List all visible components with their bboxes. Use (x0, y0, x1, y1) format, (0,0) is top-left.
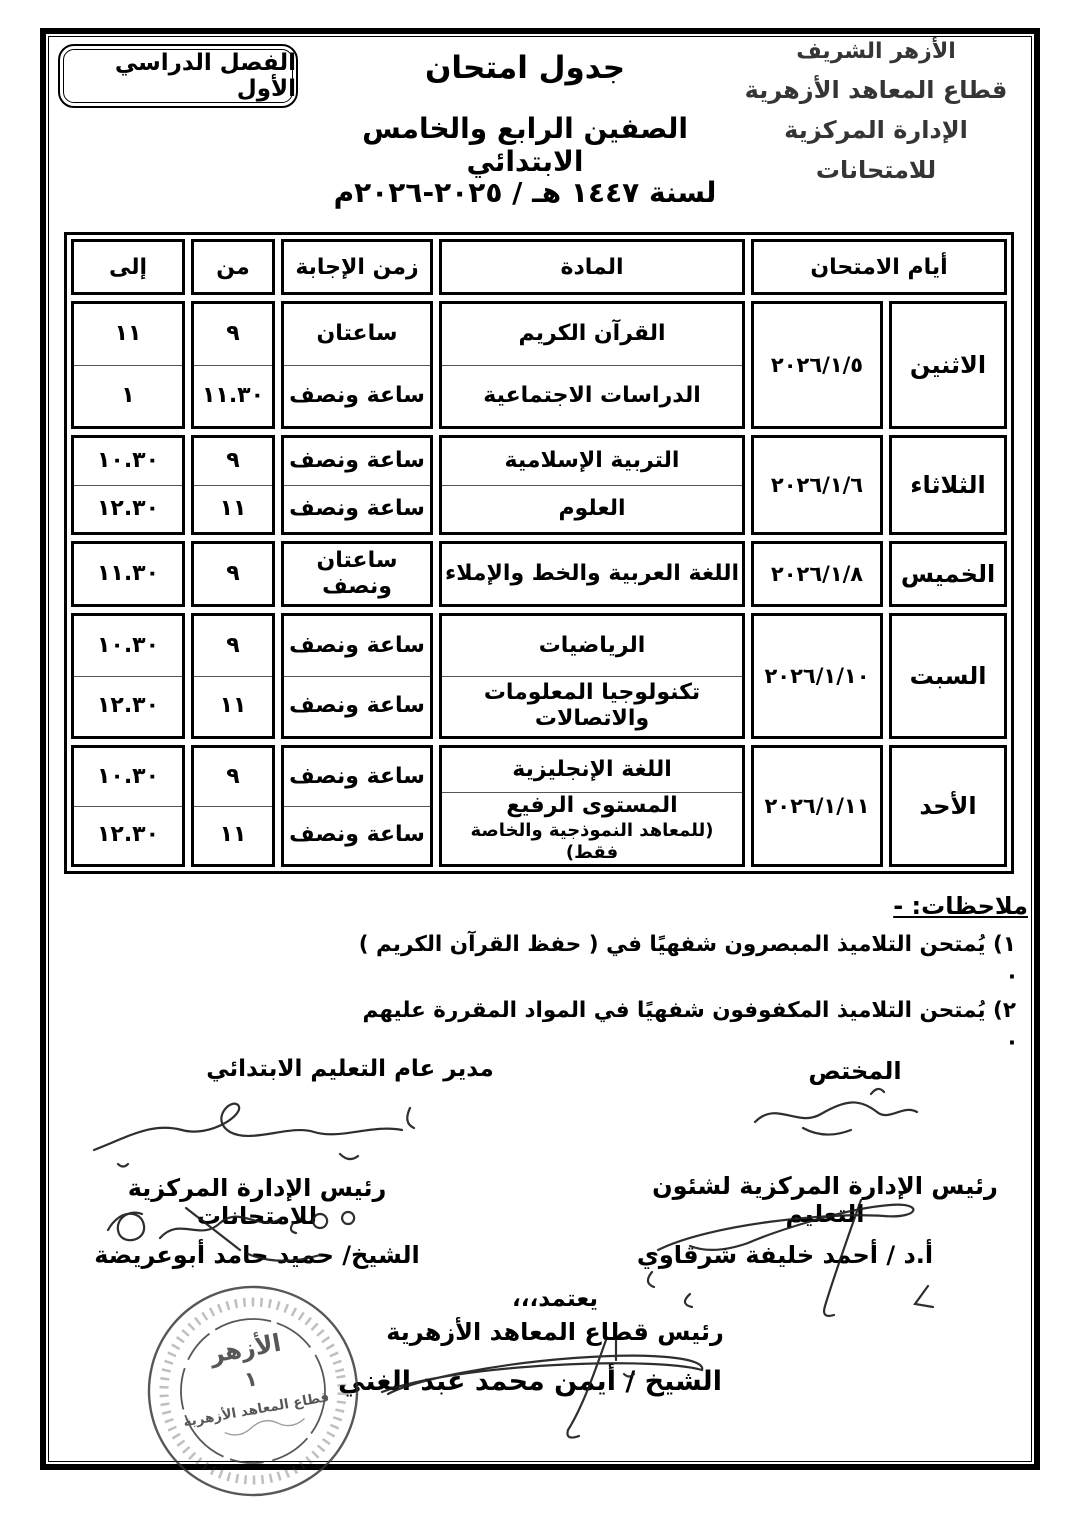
primary-education-dg-label: مدير عام التعليم الابتدائي (206, 1056, 494, 1082)
day-name-cell: الثلاثاء (889, 435, 1007, 535)
subject-cell: الرياضيات (538, 632, 646, 658)
start-time-cell: ١١ (194, 485, 272, 533)
duration-cell-stack (281, 613, 433, 739)
org-department: الإدارة المركزية للامتحانات (784, 116, 968, 184)
duration-cell: ساعتان (316, 321, 398, 347)
duration-cell: ساعة ونصف (289, 632, 425, 658)
header-subject: المادة (439, 239, 745, 295)
start-time-cell-stack (191, 745, 275, 867)
start-time-cell: ١١ (194, 806, 272, 865)
notes-section (348, 892, 1028, 1060)
start-time-cell: ٩ (226, 561, 240, 586)
exam-date-cell: ٢٠٢٦/١/٥ (751, 301, 883, 429)
end-time-cell: ١٢.٣٠ (74, 676, 182, 737)
header-to: إلى (71, 239, 185, 295)
start-time-cell: ٩ (226, 321, 240, 347)
page-subtitle: الصفين الرابع والخامس الابتدائي (362, 112, 688, 178)
subject-cell: التربية الإسلامية (504, 448, 680, 474)
table-header-row (71, 239, 1007, 295)
dg-signature-icon (88, 1092, 433, 1184)
education-head-label: رئيس الإدارة المركزية لشئون التعليم (652, 1172, 998, 1228)
exams-head-name: الشيخ/ حميد حامد أبوعريضة (94, 1241, 420, 1269)
stamp-text-bottom: قطاع المعاهد الأزهرية (182, 1389, 331, 1431)
start-time-cell: ٩ (226, 763, 240, 789)
end-time-cell: ١١.٣٠ (96, 561, 160, 586)
start-time-cell: ٩ (226, 448, 240, 474)
subject-cell: القرآن الكريم (518, 321, 666, 347)
stamp-text-mid: ١ (242, 1366, 260, 1393)
exam-schedule-table (64, 232, 1014, 874)
duration-cell: ساعة ونصف (289, 448, 425, 474)
header-duration: زمن الإجابة (281, 239, 433, 295)
education-head-signature-icon (628, 1194, 958, 1318)
exam-day-group-row (71, 613, 1007, 739)
exams-head-label: رئيس الإدارة المركزية للامتحانات (127, 1174, 387, 1230)
day-name-cell: السبت (889, 613, 1007, 739)
end-time-cell-stack (71, 745, 185, 867)
end-time-cell: ١٢.٣٠ (74, 806, 182, 865)
specialist-signature-icon (745, 1082, 960, 1147)
start-time-cell: ٩ (226, 632, 240, 658)
org-letterhead (726, 34, 1026, 190)
semester-badge-label: الفصل الدراسي الأول (114, 50, 296, 102)
sector-head-label: رئيس قطاع المعاهد الأزهرية (386, 1318, 724, 1346)
sector-head-signature-icon (352, 1328, 724, 1436)
note-item: ١) يُمتحن التلاميذ المبصرون شفهيًا في ( حفظ القرآن الكريم ) · (358, 932, 1016, 990)
page-title: جدول امتحان (424, 50, 626, 86)
duration-cell: ساعة ونصف (284, 806, 430, 865)
header-exam-days: أيام الامتحان (751, 239, 1007, 295)
start-time-cell: ١١ (194, 676, 272, 737)
exam-date-cell: ٢٠٢٦/١/٨ (751, 541, 883, 607)
duration-cell-stack (281, 301, 433, 429)
exam-day-group-row (71, 435, 1007, 535)
approval-word: يعتمد،،، (512, 1286, 598, 1312)
exam-day-group-row (71, 541, 1007, 607)
subject-cell (442, 792, 742, 864)
day-name-cell: الخميس (889, 541, 1007, 607)
end-time-cell: ١٠.٣٠ (96, 448, 160, 474)
exam-day-group-row (71, 745, 1007, 867)
semester-badge (58, 44, 298, 108)
note-item: ٢) يُمتحن التلاميذ المكفوفون شفهيًا في المواد المقررة عليهم · (362, 998, 1016, 1056)
subject-cell: العلوم (442, 485, 742, 533)
day-name-cell: الأحد (889, 745, 1007, 867)
notes-heading: ملاحظات: - (893, 892, 1028, 920)
notes-list (348, 928, 1028, 1060)
end-time-cell: ١٠.٣٠ (96, 763, 160, 789)
org-sector: قطاع المعاهد الأزهرية (744, 76, 1008, 104)
end-time-cell-stack (71, 435, 185, 535)
subject-cell-stack (439, 745, 745, 867)
end-time-cell: ١١ (114, 321, 142, 347)
duration-cell: ساعة ونصف (284, 676, 430, 737)
subject-cell: الدراسات الاجتماعية (442, 365, 742, 427)
exam-date-cell: ٢٠٢٦/١/٦ (751, 435, 883, 535)
duration-cell: ساعة ونصف (284, 485, 430, 533)
subject-cell-stack (439, 541, 745, 607)
sector-head-name: الشيخ / أيمن محمد عبد الغني (338, 1366, 722, 1397)
end-time-cell: ١٠.٣٠ (96, 632, 160, 658)
duration-cell-stack (281, 541, 433, 607)
subject-cell: اللغة الإنجليزية (512, 757, 672, 782)
end-time-cell: ١ (74, 365, 182, 427)
end-time-cell: ١٢.٣٠ (74, 485, 182, 533)
duration-cell: ساعة ونصف (284, 365, 430, 427)
start-time-cell-stack (191, 435, 275, 535)
subject-main: المستوى الرفيع (506, 793, 678, 818)
subject-cell: اللغة العربية والخط والإملاء (444, 561, 740, 586)
exams-head-signature-icon (88, 1196, 423, 1268)
start-time-cell-stack (191, 541, 275, 607)
exam-date-cell: ٢٠٢٦/١/١١ (751, 745, 883, 867)
subject-cell-stack (439, 435, 745, 535)
start-time-cell-stack (191, 301, 275, 429)
exam-date-cell: ٢٠٢٦/١/١٠ (751, 613, 883, 739)
subject-note: (للمعاهد النموذجية والخاصة فقط) (470, 820, 714, 863)
duration-cell: ساعتان ونصف (316, 548, 398, 599)
start-time-cell: ١١.٣٠ (194, 365, 272, 427)
subject-cell: تكنولوجيا المعلومات والاتصالات (442, 676, 742, 737)
day-name-cell: الاثنين (889, 301, 1007, 429)
specialist-label: المختص (808, 1057, 902, 1085)
end-time-cell-stack (71, 301, 185, 429)
stamp-text-top: الأزهر (207, 1328, 284, 1369)
start-time-cell-stack (191, 613, 275, 739)
subject-cell-stack (439, 301, 745, 429)
exam-day-group-row (71, 301, 1007, 429)
education-head-name: أ.د / أحمد خليفة شرقاوي (636, 1241, 934, 1269)
duration-cell-stack (281, 435, 433, 535)
org-name: الأزهر الشريف (796, 39, 956, 64)
subject-cell-stack (439, 613, 745, 739)
academic-year-line: لسنة ١٤٤٧ هـ / ٢٠٢٥-٢٠٢٦م (333, 176, 717, 209)
official-round-stamp (140, 1278, 366, 1504)
end-time-cell-stack (71, 613, 185, 739)
header-from: من (191, 239, 275, 295)
duration-cell-stack (281, 745, 433, 867)
end-time-cell-stack (71, 541, 185, 607)
duration-cell: ساعة ونصف (289, 763, 425, 789)
